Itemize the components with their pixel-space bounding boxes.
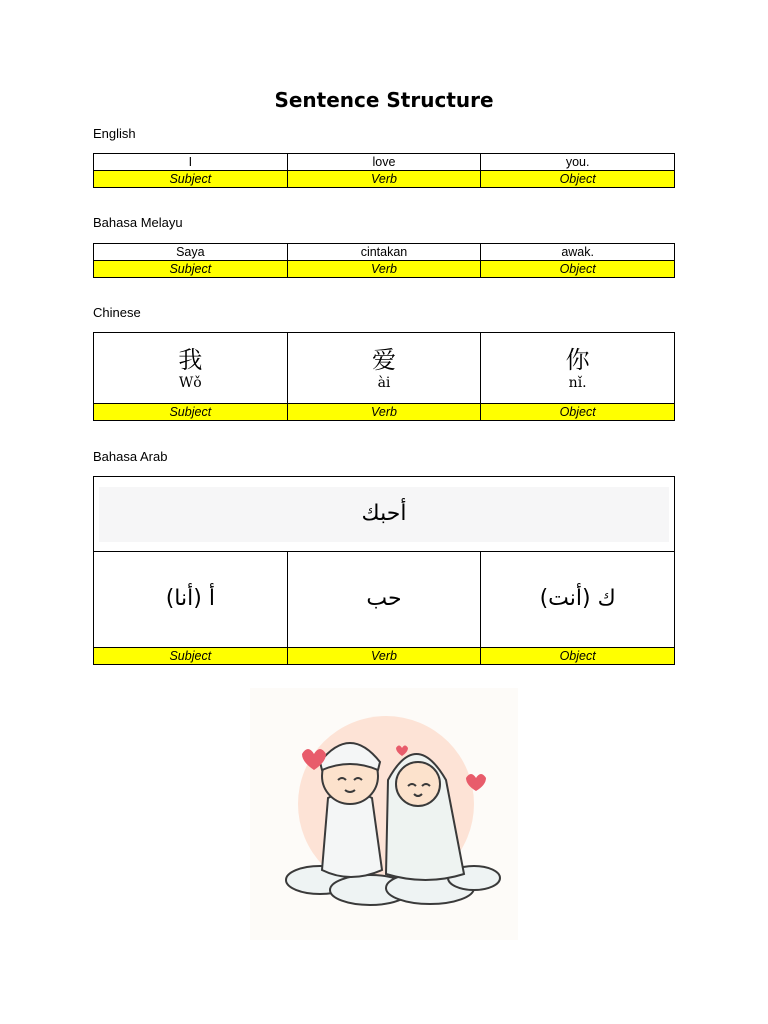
arab-table xyxy=(93,476,675,665)
table-row xyxy=(94,154,675,171)
page-title: Sentence Structure xyxy=(274,88,494,112)
table-row xyxy=(94,648,675,665)
couple-illustration-icon xyxy=(250,688,518,940)
role-cell-verb: Verb xyxy=(287,261,481,278)
role-cell-subject: Subject xyxy=(94,648,288,665)
table-row xyxy=(94,477,675,552)
table-row xyxy=(94,404,675,421)
role-cell-verb: Verb xyxy=(287,171,481,188)
word-cell: love xyxy=(287,154,481,171)
table-row xyxy=(94,333,675,404)
english-table xyxy=(93,153,675,188)
section-label-english: English xyxy=(93,126,136,141)
melayu-table xyxy=(93,243,675,278)
role-cell-object: Object xyxy=(481,648,675,665)
section-label-melayu: Bahasa Melayu xyxy=(93,215,183,230)
arab-cell-subject xyxy=(94,552,288,648)
chinese-table xyxy=(93,332,675,421)
role-cell-verb: Verb xyxy=(287,648,481,665)
chinese-character: 你 xyxy=(565,346,590,374)
role-cell-object: Object xyxy=(481,404,675,421)
table-row xyxy=(94,244,675,261)
arab-part-text: حب xyxy=(366,585,402,611)
word-cell: you. xyxy=(481,154,675,171)
arab-whole-cell xyxy=(94,477,675,552)
arab-part-text: ك (أنت) xyxy=(539,585,616,611)
word-cell: Saya xyxy=(94,244,288,261)
chinese-cell-subject xyxy=(94,333,288,404)
arab-cell-object xyxy=(481,552,675,648)
chinese-character: 爱 xyxy=(371,346,396,374)
table-row xyxy=(94,552,675,648)
word-cell: I xyxy=(94,154,288,171)
pinyin-text: nǐ. xyxy=(568,375,587,391)
arab-part-text: أ (أنا) xyxy=(165,585,215,611)
section-label-arab: Bahasa Arab xyxy=(93,449,168,464)
chinese-cell-verb xyxy=(287,333,481,404)
pinyin-text: ài xyxy=(377,375,391,391)
chinese-character: 我 xyxy=(178,346,203,374)
role-cell-subject: Subject xyxy=(94,404,288,421)
role-cell-subject: Subject xyxy=(94,261,288,278)
table-row xyxy=(94,261,675,278)
table-row xyxy=(94,171,675,188)
word-cell: cintakan xyxy=(287,244,481,261)
chinese-cell-object xyxy=(481,333,675,404)
arab-whole-text: أحبك xyxy=(361,501,407,526)
role-cell-object: Object xyxy=(481,261,675,278)
word-cell: awak. xyxy=(481,244,675,261)
role-cell-verb: Verb xyxy=(287,404,481,421)
section-label-chinese: Chinese xyxy=(93,305,141,320)
role-cell-object: Object xyxy=(481,171,675,188)
pinyin-text: Wǒ xyxy=(178,375,202,391)
arab-whole-box xyxy=(99,487,669,542)
role-cell-subject: Subject xyxy=(94,171,288,188)
arab-cell-verb xyxy=(287,552,481,648)
